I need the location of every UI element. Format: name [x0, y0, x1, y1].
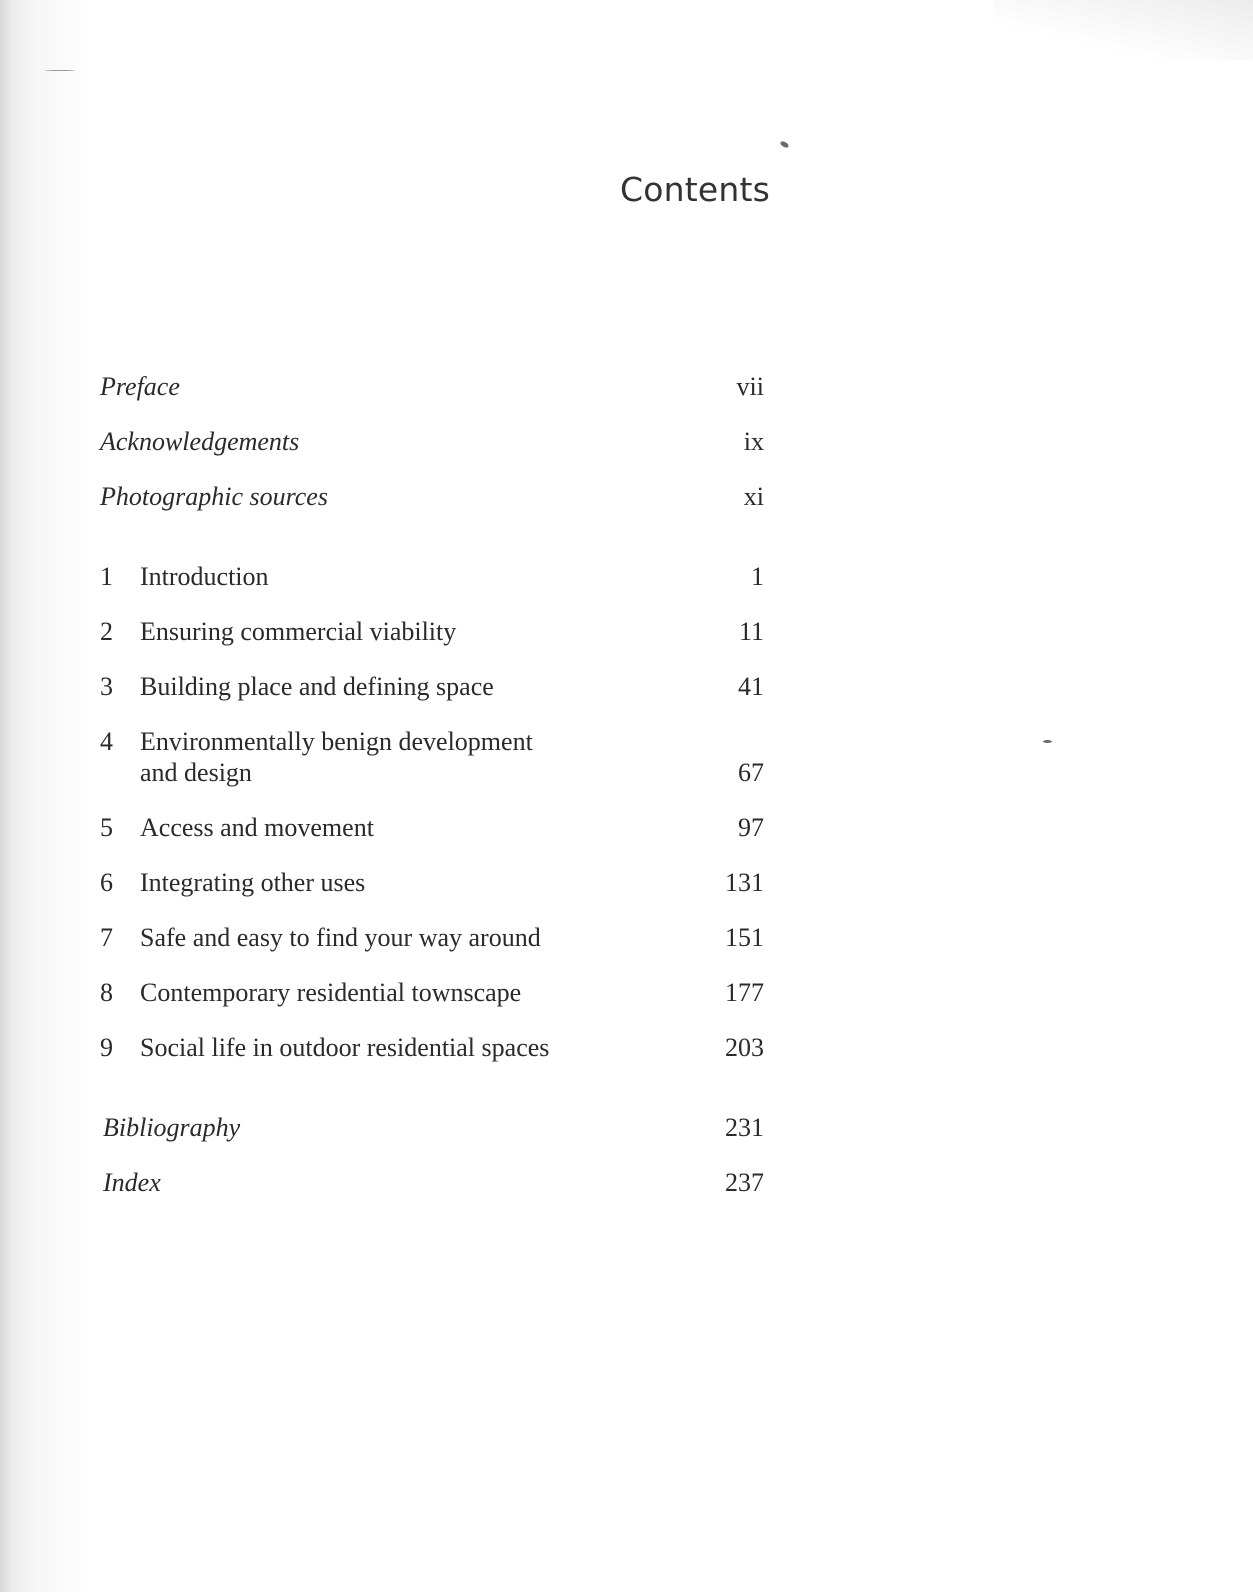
chapter-title-line-1: Environmentally benign development — [140, 727, 533, 756]
entry-page: 11 — [738, 617, 764, 646]
chapter-title: Access and movement — [140, 813, 374, 842]
entry-page: vii — [736, 372, 764, 401]
entry-page: 203 — [725, 1033, 764, 1062]
chapter-title: Introduction — [140, 562, 269, 591]
chapter-title: Integrating other uses — [140, 868, 366, 897]
entry-page: 41 — [738, 672, 764, 701]
chapter-number: 6 — [100, 868, 113, 897]
chapter-number: 7 — [100, 923, 113, 952]
entry-page: 231 — [725, 1113, 764, 1142]
chapter-number: 9 — [100, 1033, 113, 1062]
chapter-number: 8 — [100, 978, 113, 1007]
entry-page: xi — [743, 482, 764, 511]
entry-label: Acknowledgements — [100, 427, 300, 456]
entry-page: 97 — [738, 813, 764, 842]
entry-page: 237 — [725, 1168, 764, 1197]
entry-label: Index — [103, 1168, 161, 1197]
chapter-title: Ensuring commercial viability — [140, 617, 457, 646]
chapter-number: 1 — [100, 562, 113, 591]
toc-entry-chapter-4[interactable] — [100, 726, 764, 788]
entry-page: 151 — [725, 923, 764, 952]
chapter-title: Safe and easy to find your way around — [140, 923, 541, 952]
entry-label: Photographic sources — [100, 482, 328, 511]
chapter-number: 3 — [100, 672, 113, 701]
chapter-number: 5 — [100, 813, 113, 842]
entry-page: 67 — [738, 758, 764, 787]
entry-label: Bibliography — [103, 1113, 241, 1142]
entry-page: ix — [743, 427, 764, 456]
chapter-number: 4 — [100, 727, 113, 756]
entry-page: 1 — [751, 562, 764, 591]
chapter-number: 2 — [100, 617, 113, 646]
chapter-title: Social life in outdoor residential spaces — [140, 1033, 550, 1062]
entry-page: 177 — [725, 978, 764, 1007]
chapter-title: Building place and defining space — [140, 672, 494, 701]
entry-page: 131 — [725, 868, 764, 897]
chapter-title: Contemporary residential townscape — [140, 978, 522, 1007]
entry-label: Preface — [100, 372, 180, 401]
page-title: Contents — [620, 170, 771, 209]
chapter-title-line-2: and design — [140, 758, 252, 787]
